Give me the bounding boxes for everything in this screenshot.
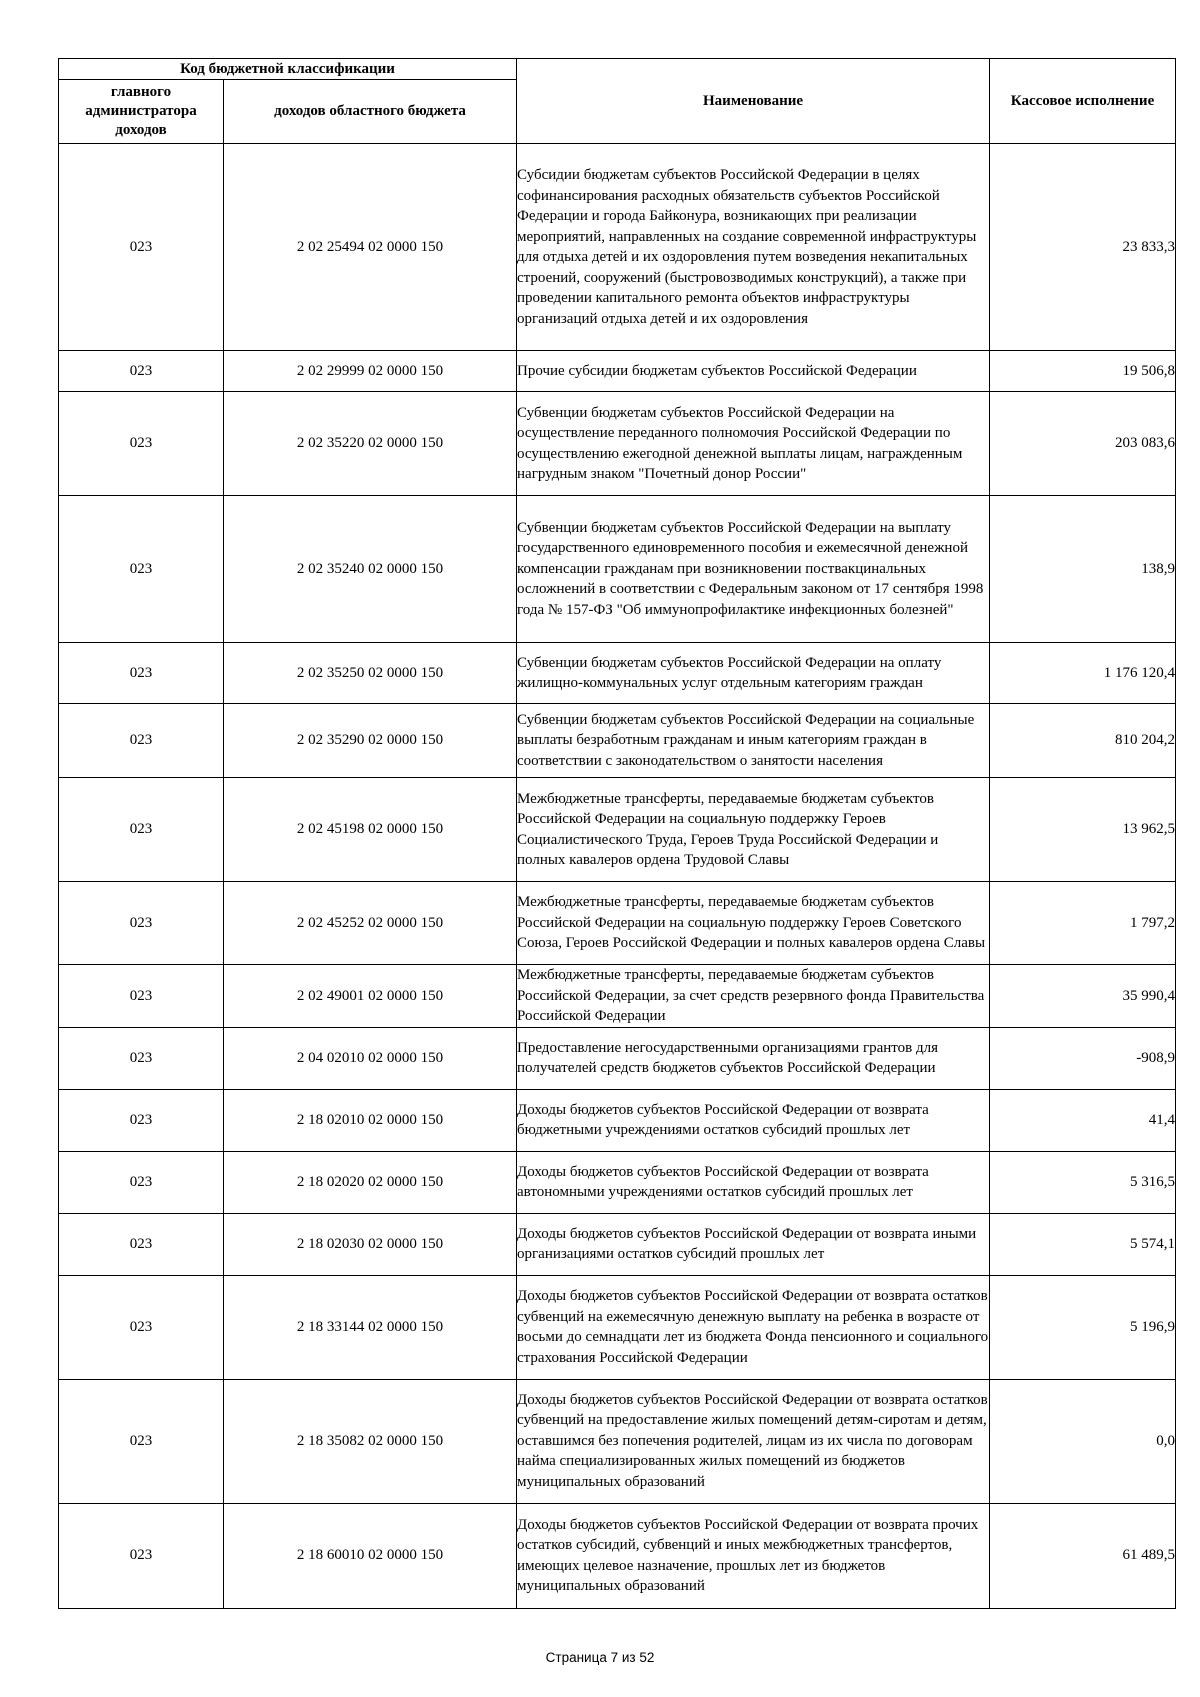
table-row [59,496,1176,643]
income-code-cell: 2 18 02020 02 0000 150 [224,1151,517,1213]
admin-code-cell: 023 [59,643,224,704]
name-cell: Доходы бюджетов субъектов Российской Федерации от возврата остатков субвенций на ежемесячную денежную выплату на ребенка в возрасте от восьми до семнадцати лет из бюджета Фонда пенсионного и социального страхования Российской Федерации [517,1275,990,1379]
income-code-cell: 2 18 35082 02 0000 150 [224,1379,517,1503]
name-cell: Межбюджетные трансферты, передаваемые бюджетам субъектов Российской Федерации, за счет средств резервного фонда Правительства Российской Федерации [517,965,990,1028]
name-cell: Доходы бюджетов субъектов Российской Федерации от возврата автономными учреждениями остатков субсидий прошлых лет [517,1151,990,1213]
table-row [59,392,1176,496]
sum-cell: 0,0 [990,1379,1176,1503]
table-row [59,778,1176,882]
sum-cell: 1 176 120,4 [990,643,1176,704]
name-cell: Межбюджетные трансферты, передаваемые бюджетам субъектов Российской Федерации на социальную поддержку Героев Социалистического Труда, Героев Труда Российской Федерации и полных кавалеров ордена Трудовой Славы [517,778,990,882]
name-cell: Предоставление негосударственными организациями грантов для получателей средств бюджетов субъектов Российской Федерации [517,1027,990,1089]
admin-code-cell: 023 [59,965,224,1028]
name-column-header: Наименование [517,59,990,144]
sum-cell: 61 489,5 [990,1503,1176,1608]
income-code-cell: 2 18 33144 02 0000 150 [224,1275,517,1379]
admin-code-cell: 023 [59,1275,224,1379]
name-cell: Доходы бюджетов субъектов Российской Федерации от возврата иными организациями остатков субсидий прошлых лет [517,1213,990,1275]
admin-code-cell: 023 [59,1503,224,1608]
admin-code-cell: 023 [59,392,224,496]
admin-code-cell: 023 [59,1089,224,1151]
table-row [59,704,1176,778]
income-code-cell: 2 04 02010 02 0000 150 [224,1027,517,1089]
sum-cell: 1 797,2 [990,882,1176,965]
table-row [59,1151,1176,1213]
admin-code-cell: 023 [59,1379,224,1503]
sum-cell: 5 574,1 [990,1213,1176,1275]
name-cell: Межбюджетные трансферты, передаваемые бюджетам субъектов Российской Федерации на социальную поддержку Героев Советского Союза, Героев Российской Федерации и полных кавалеров ордена Славы [517,882,990,965]
sum-column-header: Кассовое исполнение [990,59,1176,144]
sum-cell: 41,4 [990,1089,1176,1151]
sum-cell: 138,9 [990,496,1176,643]
sum-cell: 810 204,2 [990,704,1176,778]
admin-code-cell: 023 [59,1213,224,1275]
table-row [59,144,1176,351]
table-header [59,59,1176,144]
income-code-cell: 2 02 49001 02 0000 150 [224,965,517,1028]
income-code-cell: 2 02 35220 02 0000 150 [224,392,517,496]
income-code-cell: 2 02 35290 02 0000 150 [224,704,517,778]
table-row [59,351,1176,392]
income-code-cell: 2 02 45252 02 0000 150 [224,882,517,965]
name-cell: Субвенции бюджетам субъектов Российской Федерации на оплату жилищно-коммунальных услуг отдельным категориям граждан [517,643,990,704]
sum-cell: 203 083,6 [990,392,1176,496]
admin-code-cell: 023 [59,882,224,965]
table-row [59,1503,1176,1608]
income-code-cell: 2 18 60010 02 0000 150 [224,1503,517,1608]
admin-code-cell: 023 [59,351,224,392]
admin-column-header: главного администратора доходов [59,80,224,144]
admin-code-cell: 023 [59,144,224,351]
admin-code-cell: 023 [59,1151,224,1213]
income-code-cell: 2 02 45198 02 0000 150 [224,778,517,882]
sum-cell: 35 990,4 [990,965,1176,1028]
name-cell: Субсидии бюджетам субъектов Российской Федерации в целях софинансирования расходных обязательств субъектов Российской Федерации и города Байконура, возникающих при реализации мероприятий, направленных на создание современной инфраструктуры для отдыха детей и их оздоровления путем возведения некапитальных строений, сооружений (быстровозводимых конструкций), а также при проведении капитального ремонта объектов инфраструктуры организаций отдыха детей и их оздоровления [517,144,990,351]
admin-code-cell: 023 [59,778,224,882]
sum-cell: 23 833,3 [990,144,1176,351]
name-cell: Субвенции бюджетам субъектов Российской Федерации на социальные выплаты безработным гражданам и иным категориям граждан в соответствии с законодательством о занятости населения [517,704,990,778]
budget-table [58,58,1176,1609]
income-code-cell: 2 18 02030 02 0000 150 [224,1213,517,1275]
name-cell: Прочие субсидии бюджетам субъектов Российской Федерации [517,351,990,392]
name-cell: Субвенции бюджетам субъектов Российской Федерации на осуществление переданного полномочия Российской Федерации по осуществлению ежегодной денежной выплаты лицам, награжденным нагрудным знаком "Почетный донор России" [517,392,990,496]
income-column-header: доходов областного бюджета [224,80,517,144]
sum-cell: 5 316,5 [990,1151,1176,1213]
sum-cell: 13 962,5 [990,778,1176,882]
table-row [59,1027,1176,1089]
income-code-cell: 2 18 02010 02 0000 150 [224,1089,517,1151]
table-body [59,144,1176,1609]
name-cell: Доходы бюджетов субъектов Российской Федерации от возврата остатков субвенций на предоставление жилых помещений детям-сиротам и детям, оставшимся без попечения родителей, лицам из их числа по договорам найма специализированных жилых помещений из бюджетов муниципальных образований [517,1379,990,1503]
name-cell: Доходы бюджетов субъектов Российской Федерации от возврата бюджетными учреждениями остатков субсидий прошлых лет [517,1089,990,1151]
sum-cell: 19 506,8 [990,351,1176,392]
admin-code-cell: 023 [59,704,224,778]
sum-cell: -908,9 [990,1027,1176,1089]
name-cell: Доходы бюджетов субъектов Российской Федерации от возврата прочих остатков субсидий, субвенций и иных межбюджетных трансфертов, имеющих целевое назначение, прошлых лет из бюджетов муниципальных образований [517,1503,990,1608]
table-row [59,643,1176,704]
table-row [59,965,1176,1028]
kbk-group-header: Код бюджетной классификации [59,59,517,80]
income-code-cell: 2 02 29999 02 0000 150 [224,351,517,392]
income-code-cell: 2 02 35250 02 0000 150 [224,643,517,704]
page-number: Страница 7 из 52 [545,1650,655,1665]
income-code-cell: 2 02 25494 02 0000 150 [224,144,517,351]
admin-code-cell: 023 [59,1027,224,1089]
table-row [59,1089,1176,1151]
table-row [59,882,1176,965]
table-row [59,1275,1176,1379]
sum-cell: 5 196,9 [990,1275,1176,1379]
name-cell: Субвенции бюджетам субъектов Российской Федерации на выплату государственного единовременного пособия и ежемесячной денежной компенсации гражданам при возникновении поствакцинальных осложнений в соответствии с Федеральным законом от 17 сентября 1998 года № 157-ФЗ "Об иммунопрофилактике инфекционных болезней" [517,496,990,643]
table-row [59,1379,1176,1503]
admin-code-cell: 023 [59,496,224,643]
table-row [59,1213,1176,1275]
income-code-cell: 2 02 35240 02 0000 150 [224,496,517,643]
